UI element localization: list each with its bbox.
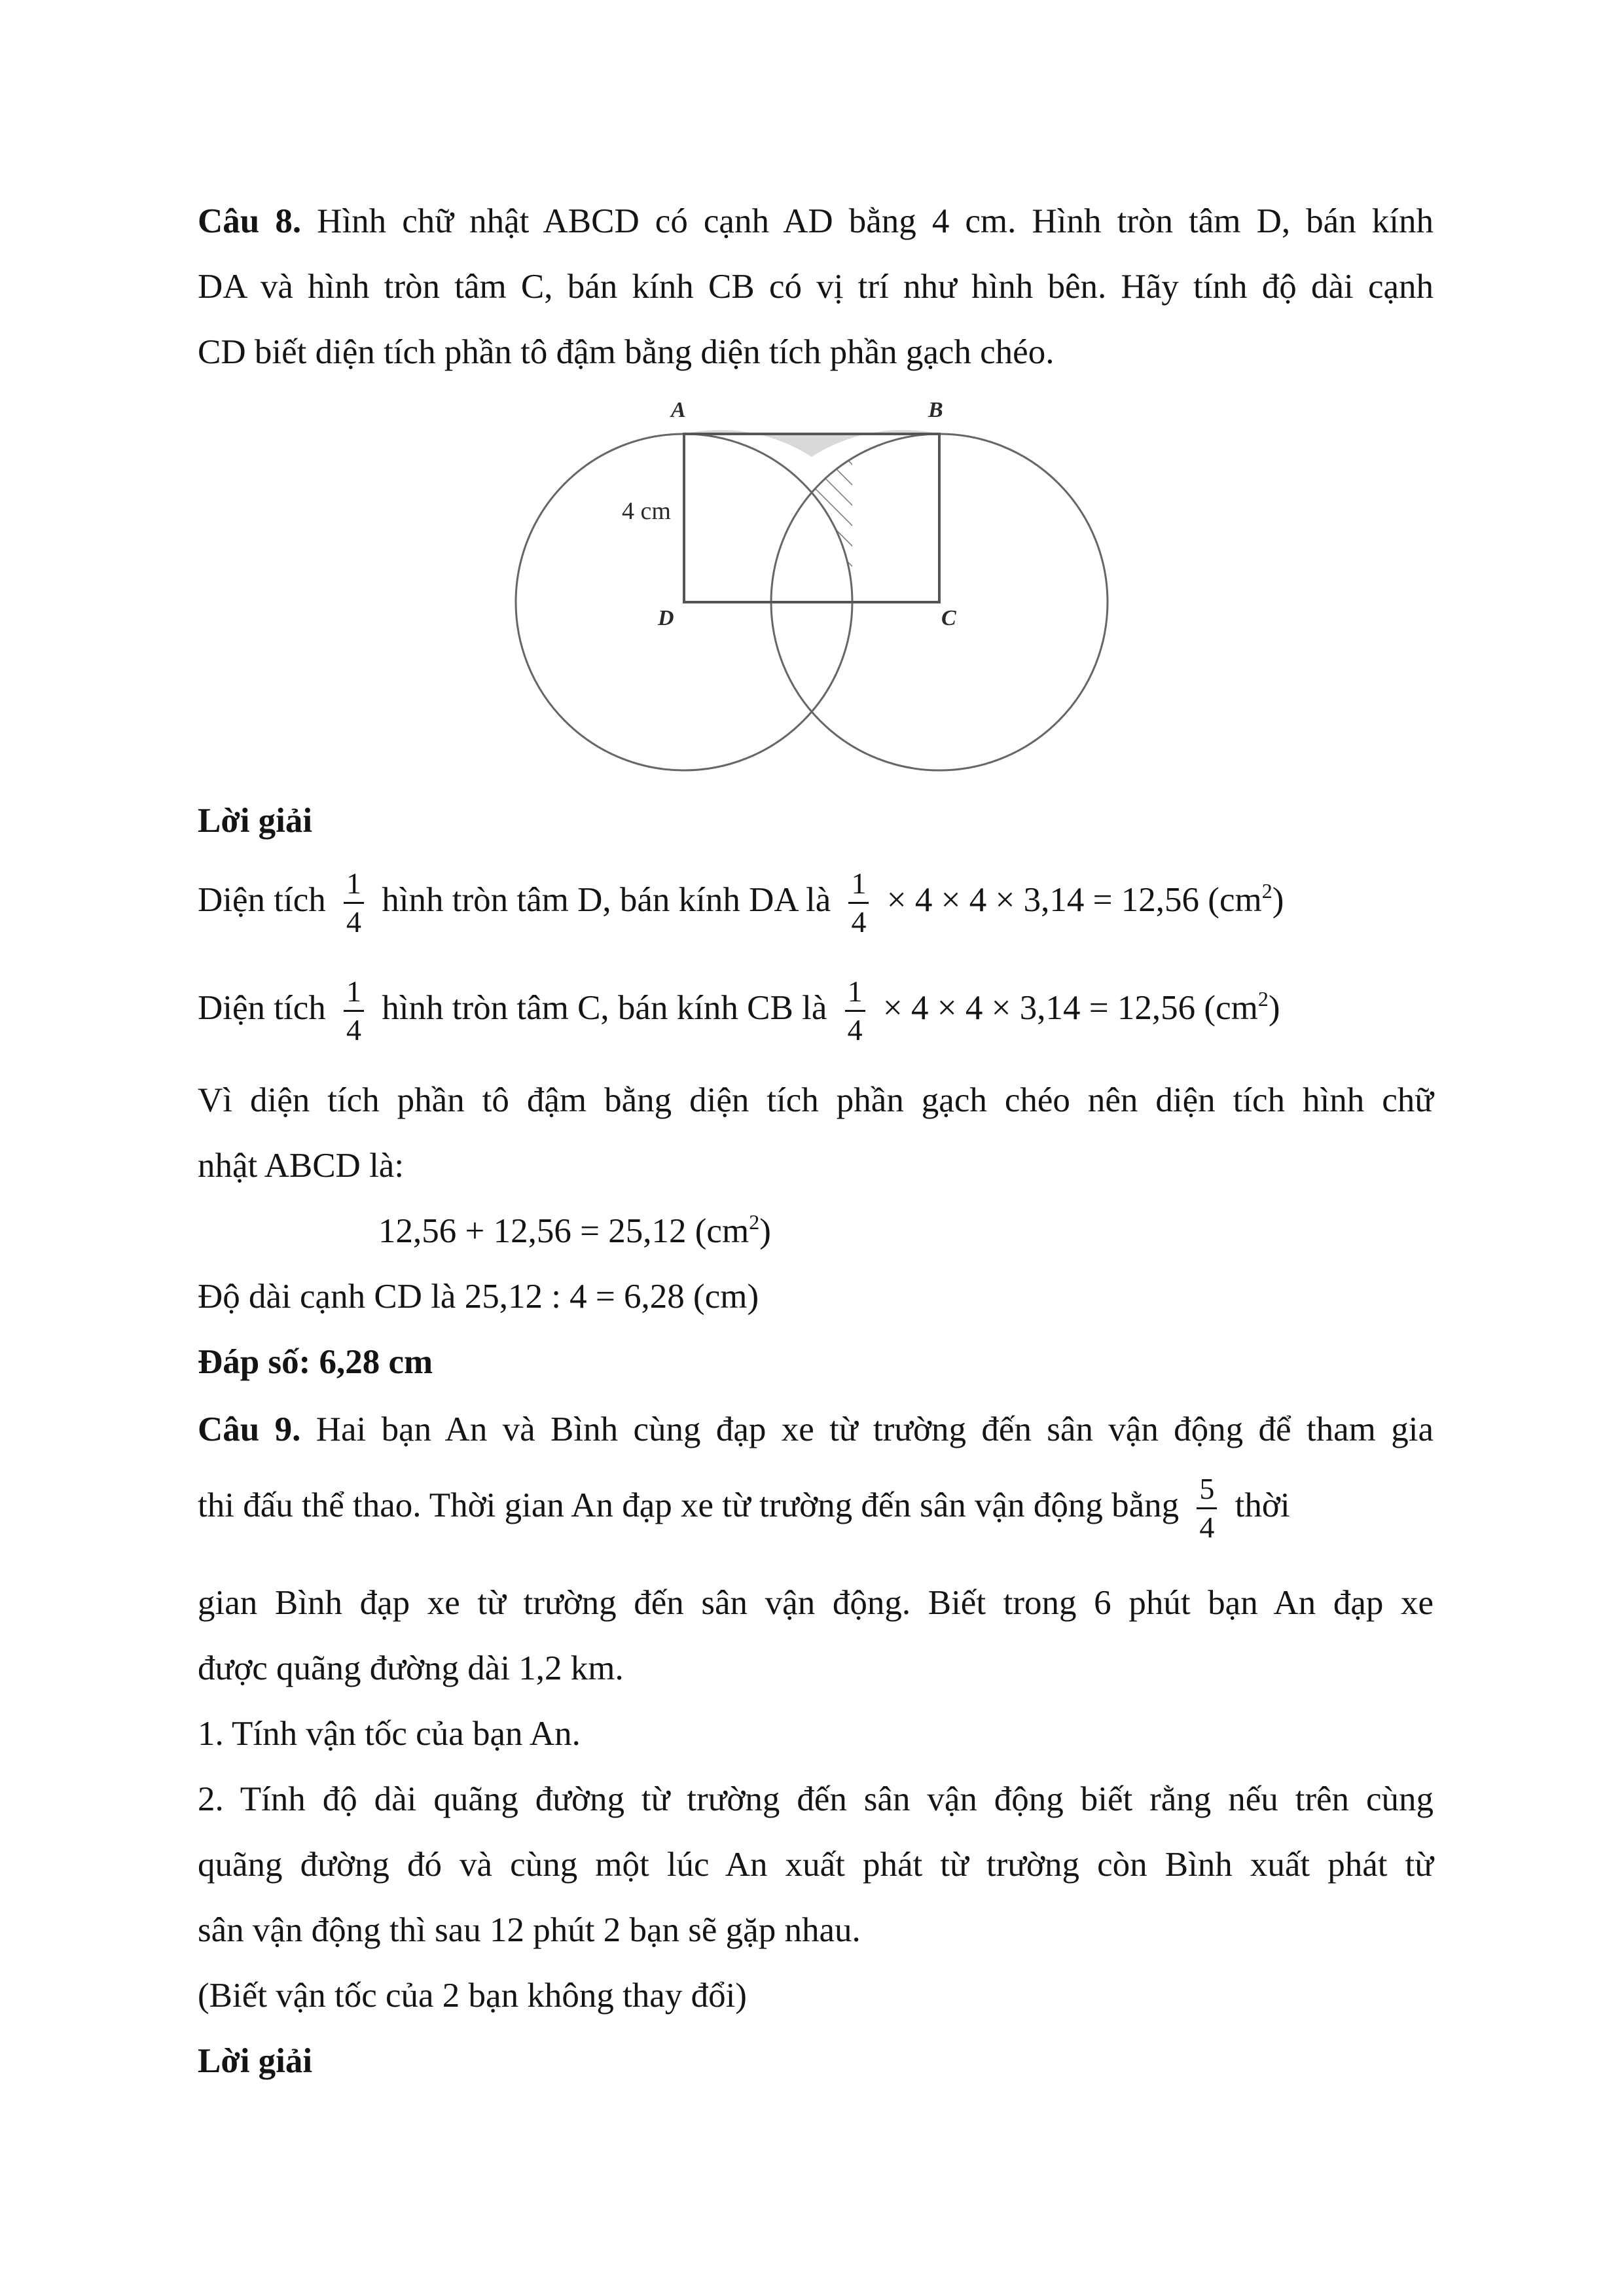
label-side-ad: 4 cm	[622, 497, 671, 525]
fraction-one-quarter: $\frac{1}{4}$	[344, 976, 364, 1047]
q8-line-1	[198, 204, 1434, 239]
q9-line-1	[198, 1412, 1434, 1447]
sol8-line-3: Vì diện tích phần tô đậm bằng diện tích phần gạch chéo nên diện tích hình chữ	[198, 1081, 1434, 1119]
q8-text-1: Hình chữ nhật ABCD có cạnh AD bằng 4 cm. Hình tròn tâm D, bán kính	[317, 202, 1434, 240]
q9-label: Câu 9.	[198, 1410, 301, 1448]
q8-line-2: DA và hình tròn tâm C, bán kính CB có vị trí như hình bên. Hãy tính độ dài cạnh	[198, 268, 1434, 306]
fraction-one-quarter: $\frac{1}{4}$	[344, 868, 364, 939]
sol8-l2-c: × 4 × 4 × 3,14 = 12,56 (cm	[882, 989, 1258, 1027]
sol8-line-4: nhật ABCD là:	[198, 1147, 405, 1185]
sol8-l1-b: hình tròn tâm D, bán kính DA là	[382, 881, 831, 919]
q9-note: (Biết vận tốc của 2 bạn không thay đổi)	[198, 1977, 747, 2015]
q9-item-2-line-2: quãng đường đó và cùng một lúc An xuất phát từ trường còn Bình xuất phát từ	[198, 1846, 1434, 1884]
geometry-figure	[504, 393, 1126, 785]
sol8-line-6: Độ dài cạnh CD là 25,12 : 4 = 6,28 (cm)	[198, 1278, 759, 1316]
fraction-one-quarter: $\frac{1}{4}$	[845, 976, 865, 1047]
label-a: A	[671, 398, 686, 422]
q9-line-2	[198, 1469, 1434, 1544]
q9-item-2-line-3: sân vận động thì sau 12 phút 2 bạn sẽ gặp nhau.	[198, 1911, 861, 1949]
q9-line-3: gian Bình đạp xe từ trường đến sân vận động. Biết trong 6 phút bạn An đạp xe	[198, 1584, 1434, 1622]
q9-item-1: 1. Tính vận tốc của bạn An.	[198, 1715, 581, 1753]
q9-text-1: Hai bạn An và Bình cùng đạp xe từ trường đến sân vận động để tham gia	[316, 1410, 1434, 1448]
label-d: D	[658, 606, 674, 630]
label-c: C	[941, 606, 956, 630]
sol8-line-1: Diện tích $\frac{1}{4}$ hình tròn tâm D, bán kính DA là $\frac{1}{4}$ × 4 × 4 × 3,14 = 12,56 $(cm^2)$	[198, 867, 1284, 939]
sol8-heading: Lời giải	[198, 802, 313, 840]
sol8-l2-b: hình tròn tâm C, bán kính CB là	[382, 989, 827, 1027]
q9-solution-heading: Lời giải	[198, 2042, 313, 2080]
q8-line-3: CD biết diện tích phần tô đậm bằng diện tích phần gạch chéo.	[198, 333, 1055, 371]
q9-text-2b: thời	[1235, 1486, 1290, 1524]
q9-line-4: được quãng đường dài 1,2 km.	[198, 1649, 624, 1687]
rectangle-abcd	[684, 434, 939, 602]
q9-text-2a: thi đấu thể thao. Thời gian An đạp xe từ trường đến sân vận động bằng	[198, 1486, 1180, 1524]
fraction-five-quarters: $\frac{5}{4}$	[1197, 1473, 1217, 1544]
sol8-l1-c: × 4 × 4 × 3,14 = 12,56 (cm	[886, 881, 1262, 919]
label-b: B	[928, 398, 943, 422]
sol8-line-2: Diện tích $\frac{1}{4}$ hình tròn tâm C, bán kính CB là $\frac{1}{4}$ × 4 × 4 × 3,14 = 12,56 $(cm^2)$	[198, 975, 1280, 1047]
sol8-line-5: 12,56 + 12,56 = 25,12 $(cm^2)$	[378, 1210, 771, 1250]
sol8-l2-a: Diện tích	[198, 989, 326, 1027]
fraction-one-quarter: $\frac{1}{4}$	[848, 868, 869, 939]
q9-item-2-line-1: 2. Tính độ dài quãng đường từ trường đến sân vận động biết rằng nếu trên cùng	[198, 1780, 1434, 1818]
q8-label: Câu 8.	[198, 202, 302, 240]
sol8-l1-a: Diện tích	[198, 881, 326, 919]
sol8-answer: Đáp số: 6,28 cm	[198, 1343, 433, 1381]
